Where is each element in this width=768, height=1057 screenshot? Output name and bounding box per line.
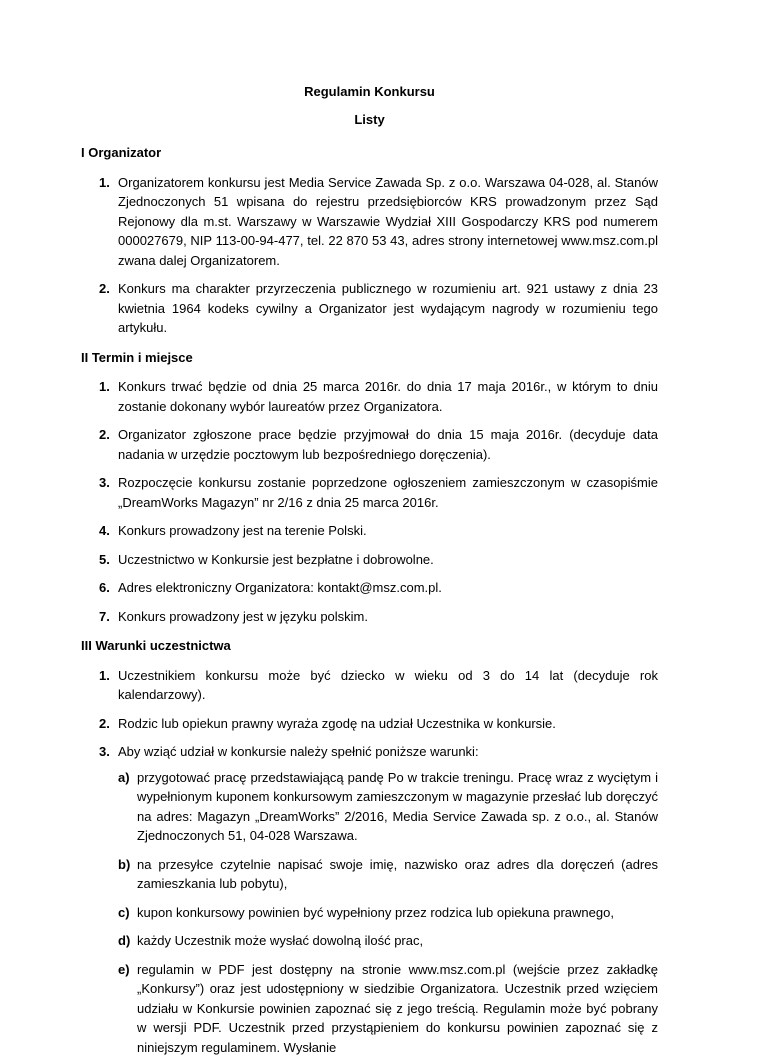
item-number: 3. [99,473,110,493]
item-text: Konkurs trwać będzie od dnia 25 marca 2016r. do dnia 17 maja 2016r., w którym to dniu zostanie dokonany wybór laureatów przez Organizatora. [118,379,658,414]
section-heading: II Termin i miejsce [81,348,658,368]
sub-item-text: każdy Uczestnik może wysłać dowolną ilość prac, [137,933,423,948]
sub-item-text: regulamin w PDF jest dostępny na stronie www.msz.com.pl (wejście przez zakładkę „Konkursy”) oraz jest udostępniony w siedzibie Organizatora. Uczestnik przed wzięciem udziału w Konkursie powinien zapoznać się z jego treścią. Regulamin może być pobrany w wersji PDF. Uczestnik przed przystąpieniem do konkursu powinien zapoznać się z niniejszym regulaminem. Wysłanie [137,962,658,1055]
sub-list-item [118,855,658,894]
item-number: 7. [99,607,110,627]
list-item [81,742,658,1057]
document-title: Regulamin Konkursu [81,82,658,102]
item-text: Konkurs ma charakter przyrzeczenia publicznego w rozumieniu art. 921 ustawy z dnia 23 kwietnia 1964 kodeks cywilny a Organizator jest wydającym nagrody w rozumieniu tego artykułu. [118,281,658,335]
list-item [81,666,658,705]
item-text: Rodzic lub opiekun prawny wyraża zgodę na udział Uczestnika w konkursie. [118,716,556,731]
list-item [81,521,658,541]
sub-list [118,768,658,1057]
list-item [81,173,658,271]
section-organizator [81,143,658,338]
list-item [81,473,658,512]
list-item [81,607,658,627]
sub-item-letter: b) [118,855,130,875]
item-text: Uczestnictwo w Konkursie jest bezpłatne i dobrowolne. [118,552,434,567]
sub-list-item [118,931,658,951]
list-item [81,279,658,338]
section-list [81,377,658,626]
sub-list-item [118,768,658,846]
item-number: 3. [99,742,110,762]
sub-item-text: na przesyłce czytelnie napisać swoje imię, nazwisko oraz adres dla doręczeń (adres zamieszkania lub pobytu), [137,857,658,892]
sub-list-item [118,960,658,1057]
list-item [81,714,658,734]
item-number: 4. [99,521,110,541]
item-text: Organizatorem konkursu jest Media Service Zawada Sp. z o.o. Warszawa 04-028, al. Stanów Zjednoczonych 51 wpisana do rejestru przedsiębiorców KRS prowadzonym przez Sąd Rejonowy dla m.st. Warszawy w Warszawie Wydział XIII Gospodarczy KRS pod numerem 000027679, NIP 113-00-94-477, tel. 22 870 53 43, adres strony internetowej www.msz.com.pl zwana dalej Organizatorem. [118,175,658,268]
document-subtitle: Listy [81,110,658,130]
sub-item-text: kupon konkursowy powinien być wypełniony przez rodzica lub opiekuna prawnego, [137,905,614,920]
item-text: Adres elektroniczny Organizatora: kontakt@msz.com.pl. [118,580,442,595]
section-heading: III Warunki uczestnictwa [81,636,658,656]
item-number: 2. [99,425,110,445]
item-text: Aby wziąć udział w konkursie należy spełnić poniższe warunki: [118,744,479,759]
item-number: 2. [99,714,110,734]
list-item [81,377,658,416]
list-item [81,578,658,598]
item-number: 1. [99,666,110,686]
item-text: Uczestnikiem konkursu może być dziecko w wieku od 3 do 14 lat (decyduje rok kalendarzowy). [118,668,658,703]
item-number: 2. [99,279,110,299]
item-text: Rozpoczęcie konkursu zostanie poprzedzone ogłoszeniem zamieszczonym w czasopiśmie „DreamWorks Magazyn” nr 2/16 z dnia 25 marca 2016r. [118,475,658,510]
item-text: Organizator zgłoszone prace będzie przyjmował do dnia 15 maja 2016r. (decyduje data nadania w urzędzie pocztowym lub bezpośredniego doręczenia). [118,427,658,462]
section-list [81,173,658,338]
section-heading: I Organizator [81,143,658,163]
item-text: Konkurs prowadzony jest w języku polskim. [118,609,368,624]
item-text: Konkurs prowadzony jest na terenie Polski. [118,523,367,538]
list-item [81,550,658,570]
item-number: 1. [99,173,110,193]
list-item [81,425,658,464]
item-number: 1. [99,377,110,397]
sub-item-letter: c) [118,903,130,923]
sub-item-text: przygotować pracę przedstawiającą pandę Po w trakcie treningu. Pracę wraz z wyciętym i wypełnionym kuponem konkursowym zamieszczonym w magazynie przesłać lub doręczyć na adres: Magazyn „DreamWorks” 2/2016, Media Service Zawada sp. z o.o., al. Stanów Zjednoczonych 51, 04-028 Warszawa. [137,770,658,844]
section-termin-i-miejsce [81,348,658,627]
sub-list-item [118,903,658,923]
item-number: 5. [99,550,110,570]
section-list [81,666,658,1057]
sub-item-letter: e) [118,960,130,980]
sub-item-letter: d) [118,931,130,951]
sub-item-letter: a) [118,768,130,788]
item-number: 6. [99,578,110,598]
